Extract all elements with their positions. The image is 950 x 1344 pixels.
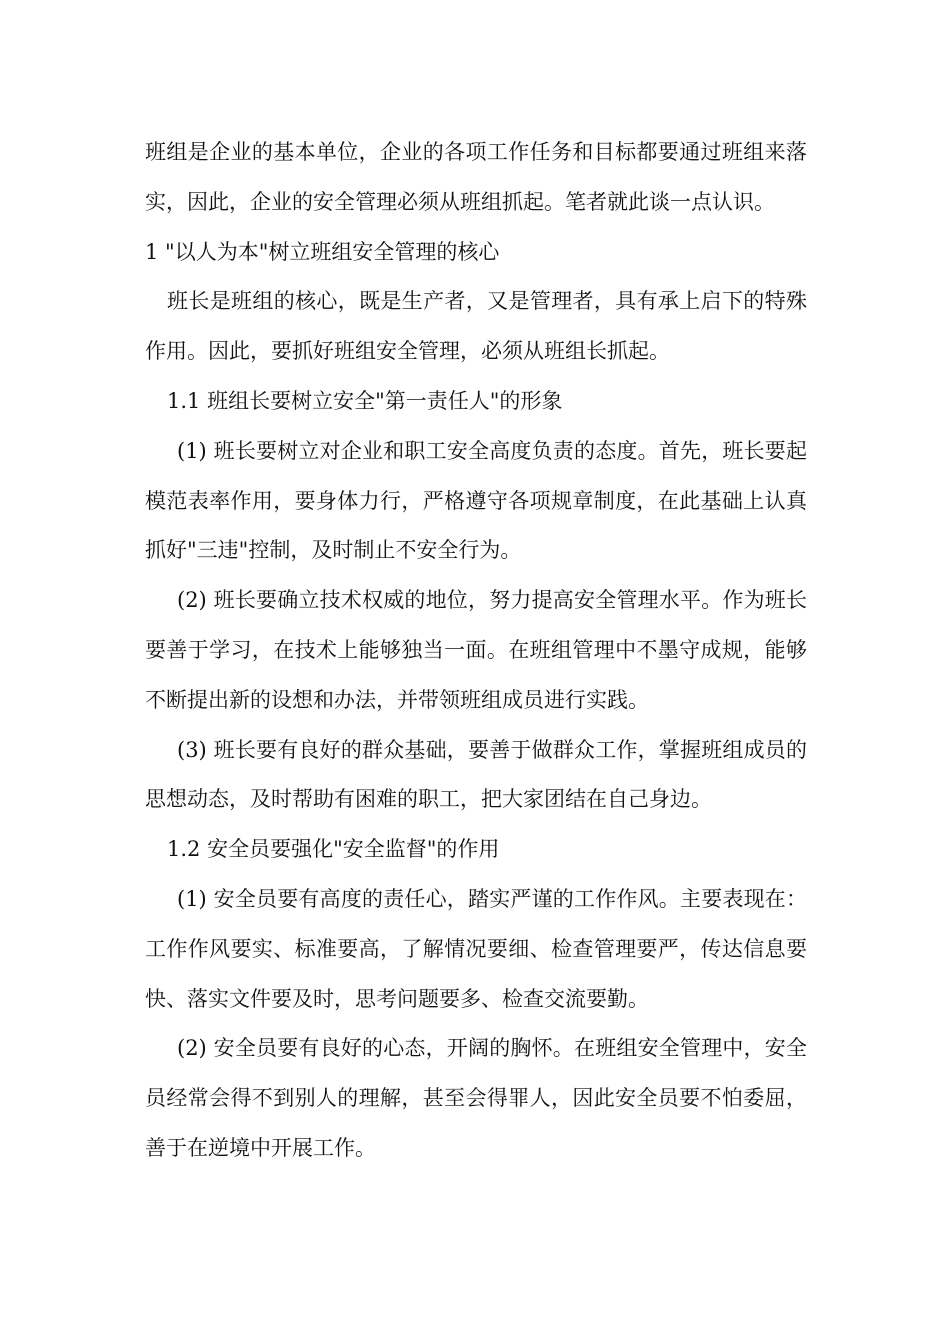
subsection-heading-1-2: 1.2 安全员要强化"安全监督"的作用 <box>167 837 500 862</box>
section-heading-1: 1 "以人为本"树立班组安全管理的核心 <box>145 239 500 264</box>
subsection-heading-1-1: 1.1 班组长要树立安全"第一责任人"的形象 <box>167 388 563 413</box>
list-item-1-1-2: (2) 班长要确立技术权威的地位，努力提高安全管理水平。作为班长要善于学习，在技术上能够独当一面。在班组管理中不墨守成规，能够不断提出新的设想和办法，并带领班组成员进行实践。 <box>145 588 807 712</box>
intro-paragraph: 班组是企业的基本单位，企业的各项工作任务和目标都要通过班组来落实，因此，企业的安全管理必须从班组抓起。笔者就此谈一点认识。 <box>145 140 807 214</box>
list-item-1-1-3: (3) 班长要有良好的群众基础，要善于做群众工作，掌握班组成员的思想动态，及时帮助有困难的职工，把大家团结在自己身边。 <box>145 737 807 812</box>
list-item-1-2-2: (2) 安全员要有良好的心态，开阔的胸怀。在班组安全管理中，安全员经常会得不到别人的理解，甚至会得罪人，因此安全员要不怕委屈，善于在逆境中开展工作。 <box>145 1036 807 1160</box>
section-1-paragraph: 班长是班组的核心，既是生产者，又是管理者，具有承上启下的特殊作用。因此，要抓好班组安全管理，必须从班组长抓起。 <box>145 289 807 364</box>
list-item-1-2-1: (1) 安全员要有高度的责任心，踏实严谨的工作作风。主要表现在：工作作风要实、标准要高，了解情况要细、检查管理要严，传达信息要快、落实文件要及时，思考问题要多、检查交流要勤。 <box>145 886 807 1011</box>
list-item-1-1-1: (1) 班长要树立对企业和职工安全高度负责的态度。首先，班长要起模范表率作用，要身体力行，严格遵守各项规章制度，在此基础上认真抓好"三违"控制，及时制止不安全行为。 <box>145 438 807 563</box>
document-page <box>145 128 807 1174</box>
